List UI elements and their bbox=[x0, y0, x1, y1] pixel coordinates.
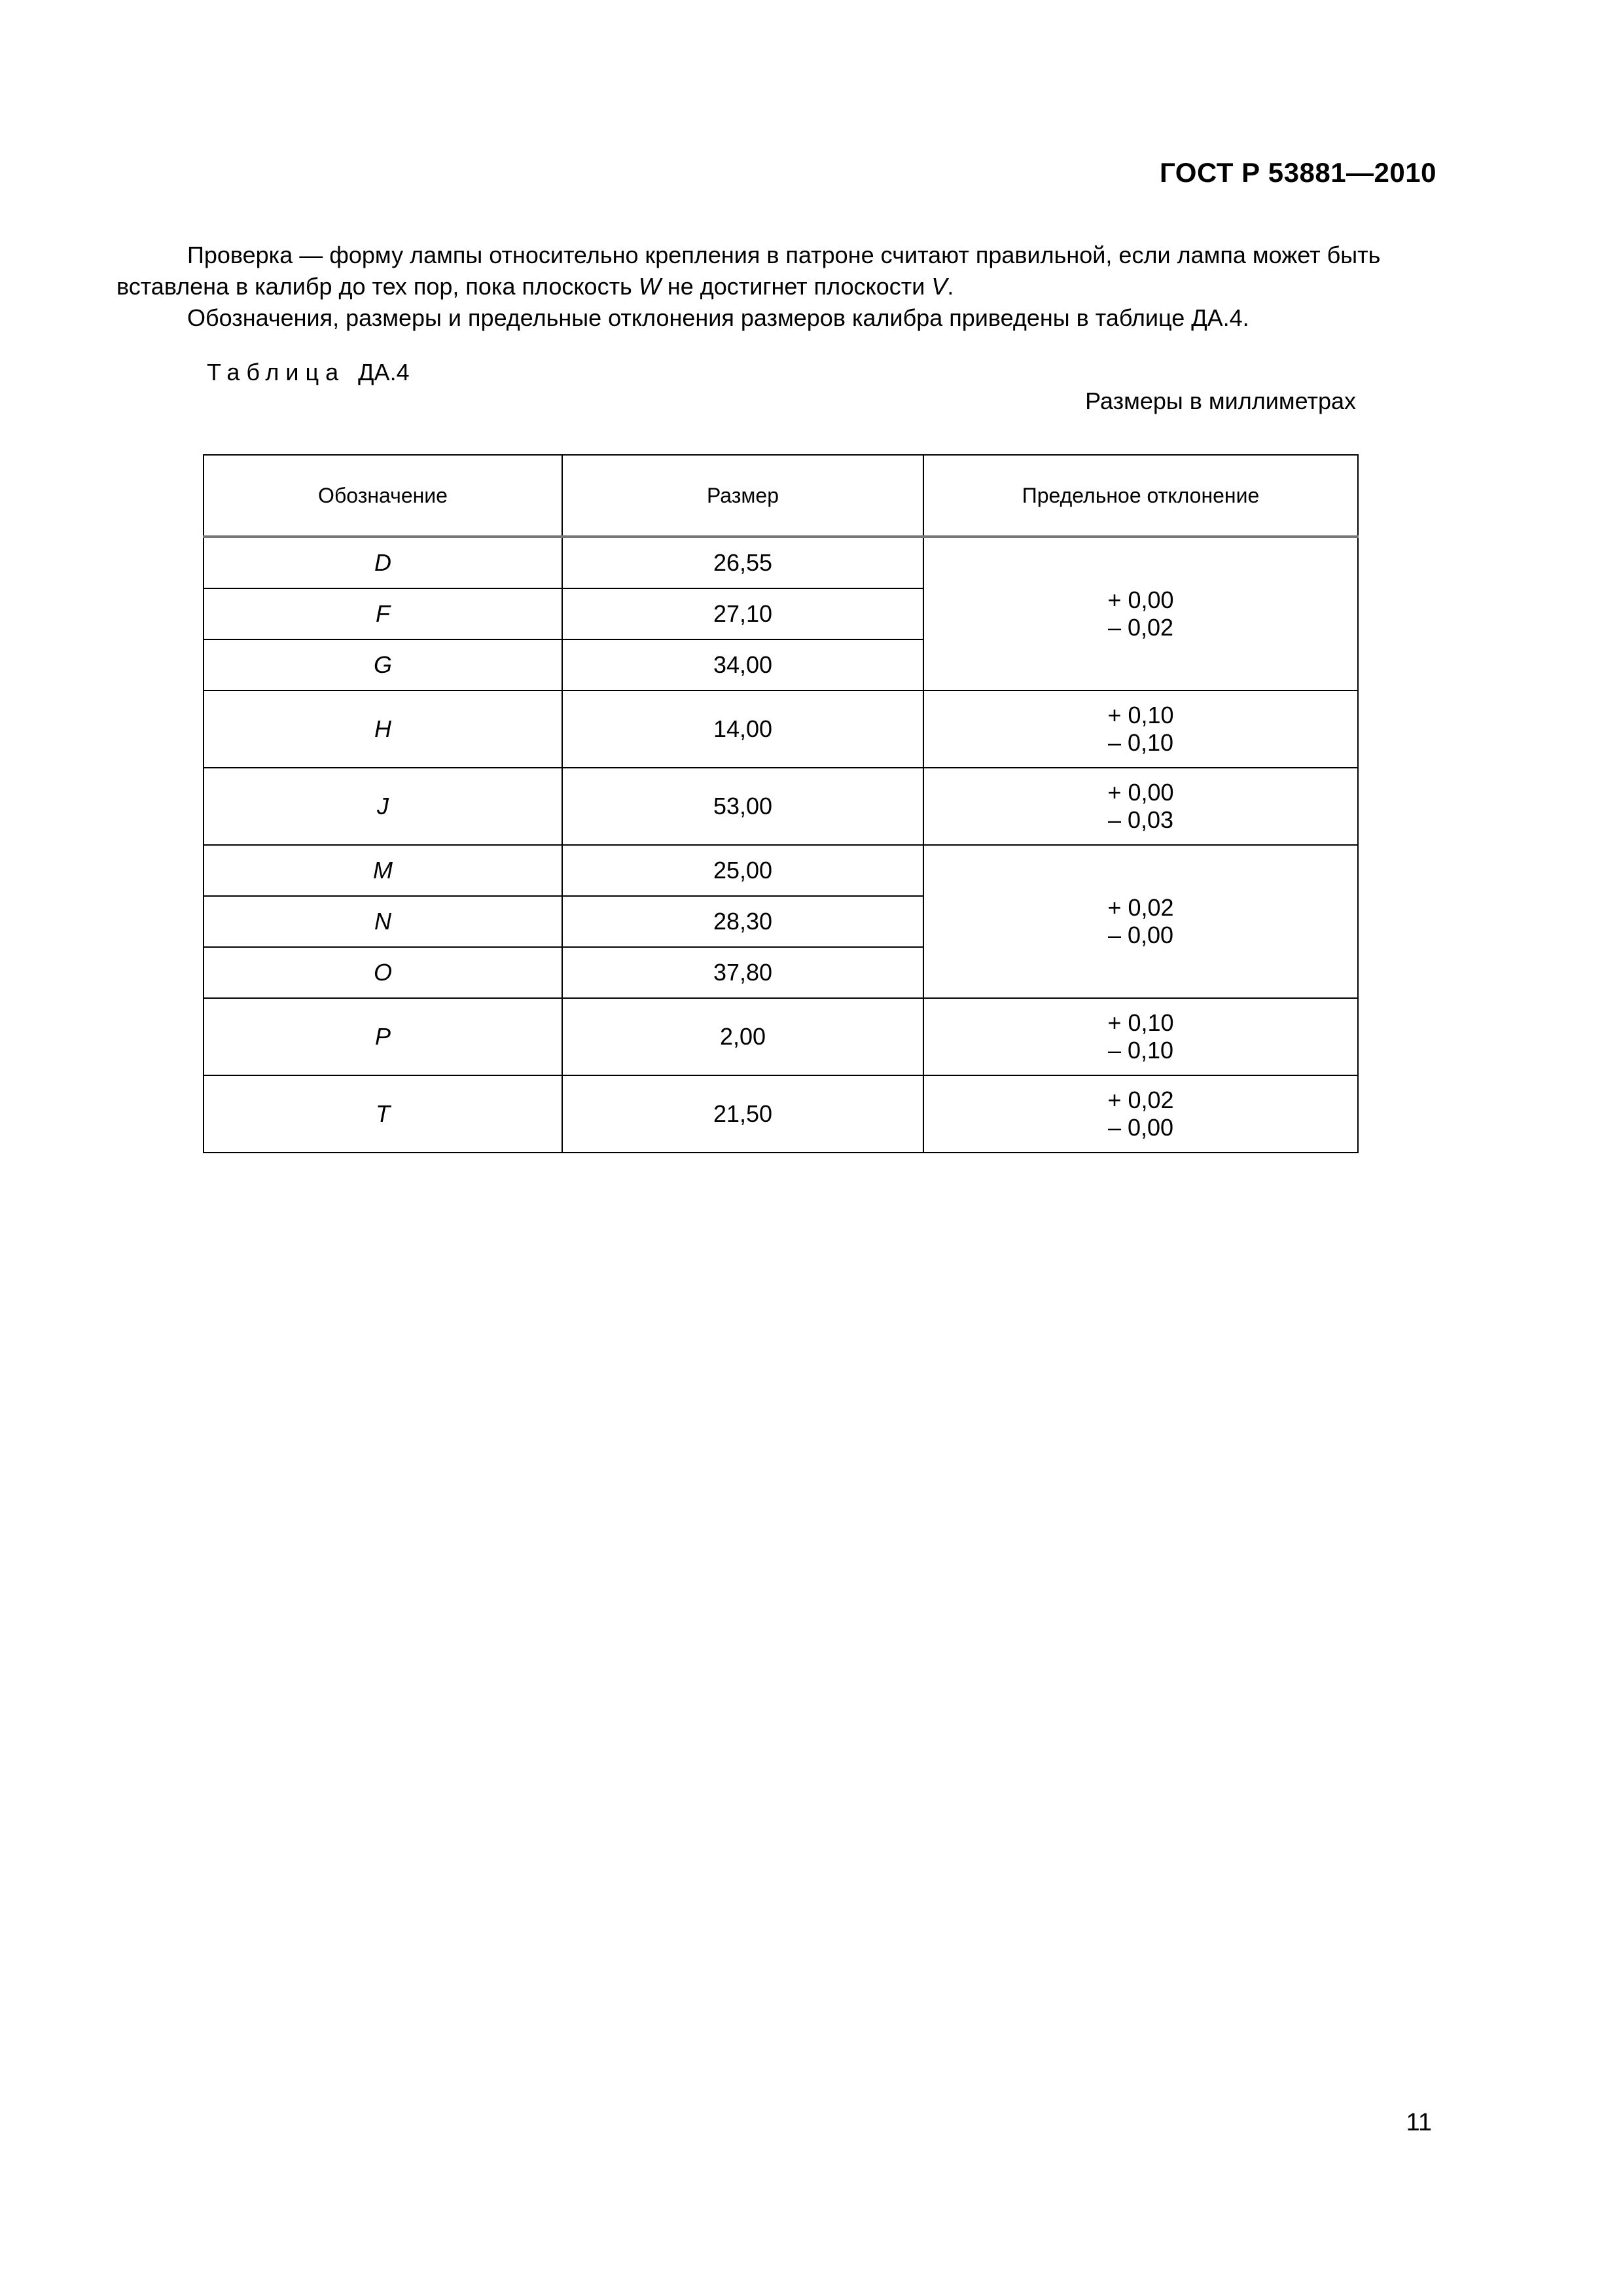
table-units-note: Размеры в миллиметрах bbox=[1085, 387, 1356, 414]
plane-w-label: W bbox=[638, 273, 661, 300]
verification-paragraph bbox=[116, 240, 1442, 302]
size-cell: 14,00 bbox=[562, 691, 923, 768]
tolerance-lower: – 0,10 bbox=[1107, 1037, 1174, 1064]
table-row bbox=[204, 1075, 1358, 1153]
table-header-row bbox=[204, 455, 1358, 537]
tolerance-cell bbox=[923, 691, 1358, 768]
table-row bbox=[204, 537, 1358, 588]
plane-v-label: V bbox=[931, 273, 948, 300]
table-caption-id: ДА.4 bbox=[358, 359, 410, 386]
size-cell: 21,50 bbox=[562, 1075, 923, 1153]
table-row bbox=[204, 691, 1358, 768]
size-cell: 34,00 bbox=[562, 639, 923, 691]
verification-text-end: . bbox=[947, 273, 954, 300]
tolerance-upper: + 0,02 bbox=[1107, 894, 1174, 921]
header-tolerance: Предельное отклонение bbox=[923, 455, 1358, 537]
table-reference-paragraph: Обозначения, размеры и предельные отклонения размеров калибра приведены в таблице ДА.4. bbox=[187, 304, 1249, 331]
size-cell: 2,00 bbox=[562, 998, 923, 1075]
table-caption bbox=[207, 359, 410, 386]
size-cell: 25,00 bbox=[562, 845, 923, 896]
tolerance-lower: – 0,10 bbox=[1107, 729, 1174, 756]
tolerance-cell bbox=[923, 845, 1358, 998]
table-caption-label: Таблица bbox=[207, 359, 346, 386]
tolerance-upper: + 0,00 bbox=[1107, 586, 1174, 613]
designation-cell: M bbox=[204, 845, 562, 896]
tolerance-upper: + 0,02 bbox=[1107, 1086, 1174, 1113]
tolerance-cell bbox=[923, 998, 1358, 1075]
designation-cell: F bbox=[204, 588, 562, 639]
page-number: 11 bbox=[1406, 2109, 1432, 2136]
designation-cell: T bbox=[204, 1075, 562, 1153]
designation-cell: G bbox=[204, 639, 562, 691]
header-size: Размер bbox=[562, 455, 923, 537]
tolerance-lower: – 0,03 bbox=[1107, 806, 1174, 833]
verification-text-part2: не достигнет плоскости bbox=[660, 273, 932, 300]
size-cell: 28,30 bbox=[562, 896, 923, 947]
tolerance-lower: – 0,00 bbox=[1107, 922, 1174, 948]
verification-text-part1: Проверка — форму лампы относительно крепления в патроне считают правильной, если лампа может быть вставлена в калибр до тех пор, пока плоскость bbox=[116, 242, 1381, 300]
tolerance-cell bbox=[923, 768, 1358, 845]
size-cell: 26,55 bbox=[562, 537, 923, 588]
designation-cell: O bbox=[204, 947, 562, 998]
tolerance-lower: – 0,02 bbox=[1107, 614, 1174, 641]
document-number: ГОСТ Р 53881—2010 bbox=[1160, 157, 1436, 188]
size-cell: 37,80 bbox=[562, 947, 923, 998]
tolerance-lower: – 0,00 bbox=[1107, 1114, 1174, 1141]
tolerance-upper: + 0,10 bbox=[1107, 1009, 1174, 1036]
size-cell: 53,00 bbox=[562, 768, 923, 845]
tolerance-cell bbox=[923, 537, 1358, 691]
table-row bbox=[204, 845, 1358, 896]
tolerance-upper: + 0,10 bbox=[1107, 702, 1174, 728]
designation-cell: J bbox=[204, 768, 562, 845]
dimensions-table bbox=[203, 454, 1359, 1153]
size-cell: 27,10 bbox=[562, 588, 923, 639]
header-designation: Обозначение bbox=[204, 455, 562, 537]
designation-cell: D bbox=[204, 537, 562, 588]
tolerance-upper: + 0,00 bbox=[1107, 779, 1174, 806]
designation-cell: P bbox=[204, 998, 562, 1075]
designation-cell: H bbox=[204, 691, 562, 768]
tolerance-cell bbox=[923, 1075, 1358, 1153]
table-row bbox=[204, 998, 1358, 1075]
designation-cell: N bbox=[204, 896, 562, 947]
table-row bbox=[204, 768, 1358, 845]
